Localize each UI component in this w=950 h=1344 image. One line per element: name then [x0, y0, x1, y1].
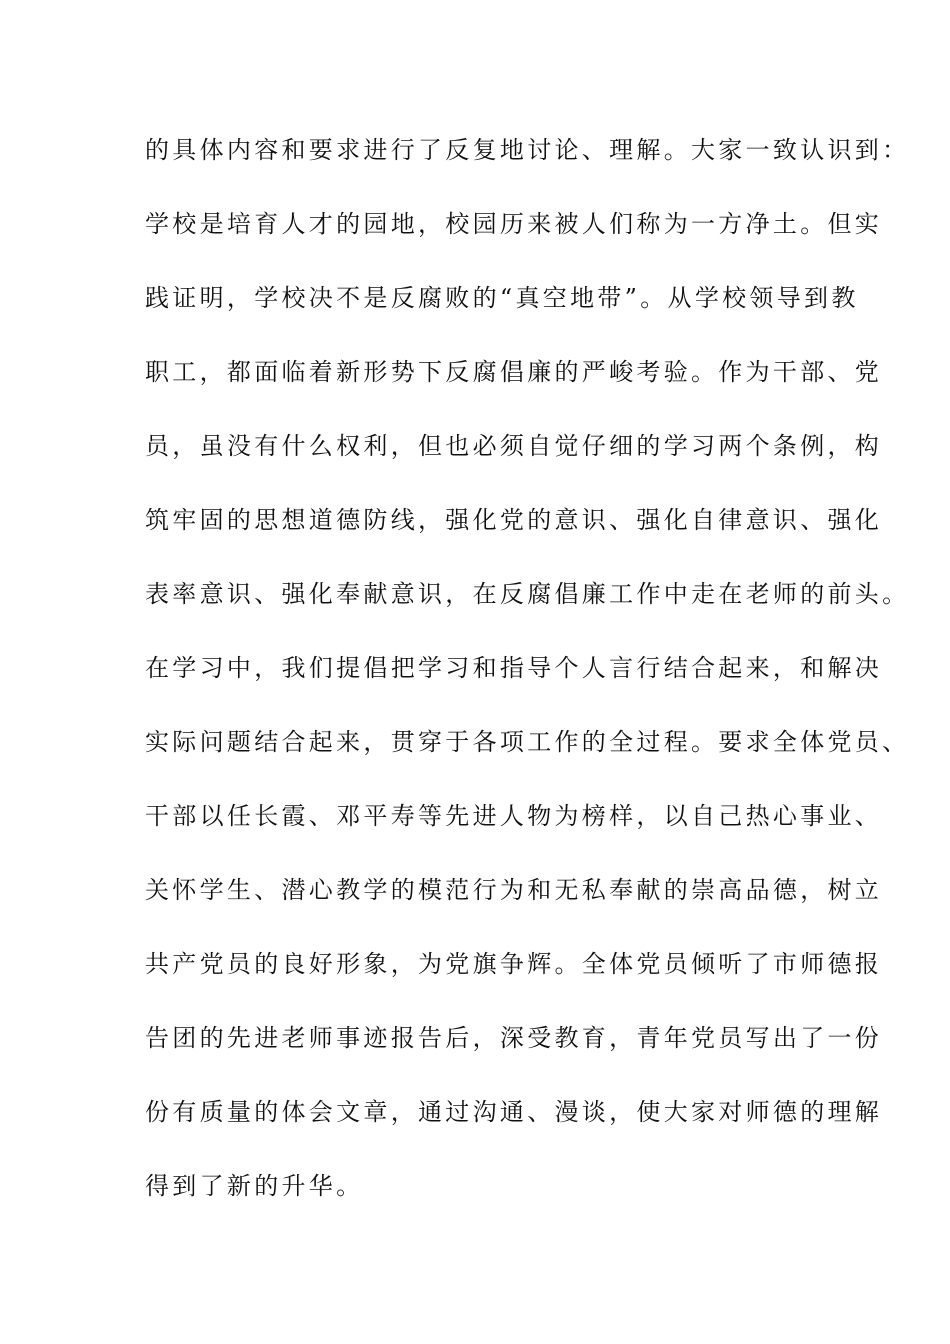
text-line-12: 共产党员的良好形象，为党旗争辉。全体党员倾听了市师德报: [145, 950, 883, 978]
text-line-10: 干部以任长霞、邓平寿等先进人物为榜样，以自己热心事业、: [145, 802, 883, 830]
text-line-13: 告团的先进老师事迹报告后，深受教育，青年党员写出了一份: [145, 1024, 883, 1052]
body-paragraph: [145, 130, 910, 1240]
text-line-1: 的具体内容和要求进行了反复地讨论、理解。大家一致认识到：: [145, 136, 910, 164]
text-line-5: 员，虽没有什么权利，但也必须自觉仔细的学习两个条例，构: [145, 432, 883, 460]
text-line-9: 实际问题结合起来，贯穿于各项工作的全过程。要求全体党员、: [145, 728, 910, 756]
text-line-11: 关怀学生、潜心教学的模范行为和无私奉献的崇高品德，树立: [145, 876, 883, 904]
text-line-4: 职工，都面临着新形势下反腐倡廉的严峻考验。作为干部、党: [145, 358, 883, 386]
text-line-3: 践证明，学校决不是反腐败的“真空地带”。从学校领导到教: [145, 284, 859, 312]
text-line-8: 在学习中，我们提倡把学习和指导个人言行结合起来，和解决: [145, 654, 883, 682]
text-line-6: 筑牢固的思想道德防线，强化党的意识、强化自律意识、强化: [145, 506, 883, 534]
text-line-2: 学校是培育人才的园地，校园历来被人们称为一方净土。但实: [145, 210, 883, 238]
text-line-7: 表率意识、强化奉献意识，在反腐倡廉工作中走在老师的前头。: [145, 580, 910, 608]
text-line-14: 份有质量的体会文章，通过沟通、漫谈，使大家对师德的理解: [145, 1098, 883, 1126]
text-line-15: 得到了新的升华。: [145, 1172, 364, 1200]
